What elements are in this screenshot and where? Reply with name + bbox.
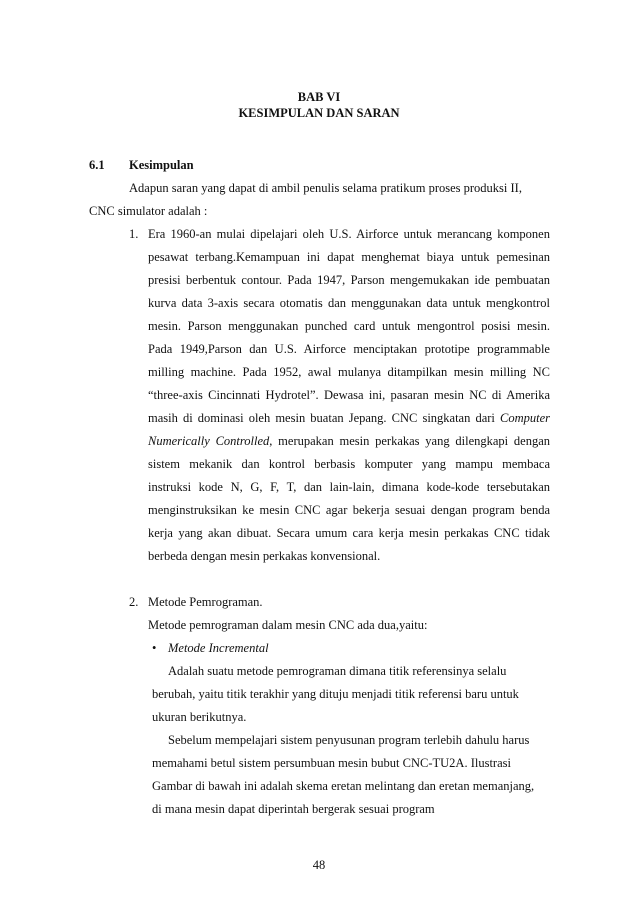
item1-line: menginstruksikan ke mesin CNC agar bekerja sesuai dengan program benda bbox=[148, 503, 550, 517]
item1-line9-text: masih di dominasi oleh mesin buatan Jepang. CNC singkatan dari bbox=[148, 411, 500, 425]
bullet-title: Metode Incremental bbox=[168, 641, 269, 655]
item1-line: sistem mekanik dan kontrol berbasis komputer yang mampu membaca bbox=[148, 457, 550, 471]
item2-intro: Metode pemrograman dalam mesin CNC ada dua,yaitu: bbox=[148, 618, 428, 632]
section-title: Kesimpulan bbox=[129, 158, 194, 172]
page-number: 48 bbox=[312, 858, 326, 872]
para2-line: Sebelum mempelajari sistem penyusunan program terlebih dahulu harus bbox=[168, 733, 530, 747]
item1-line: Pada 1949,Parson dan U.S. Airforce menciptakan prototipe programmable bbox=[148, 342, 550, 356]
item1-line-mixed bbox=[148, 410, 550, 426]
section-number: 6.1 bbox=[89, 158, 105, 172]
item1-line: kurva data 3-axis secara otomatis dan menggunakan data untuk mengkontrol bbox=[148, 296, 550, 310]
para1-line: Adalah suatu metode pemrograman dimana titik referensinya selalu bbox=[168, 664, 507, 678]
item1-line-mixed bbox=[148, 433, 550, 449]
item1-line: milling machine. Pada 1952, awal mulanya ditampilkan mesin milling NC bbox=[148, 365, 550, 379]
item1-line: instruksi kode N, G, F, T, dan lain-lain, dimana kode-kode tersebutakan bbox=[148, 480, 550, 494]
item1-line: pesawat terbang.Kemampuan ini dapat menghemat biaya untuk pemesinan bbox=[148, 250, 550, 264]
item1-line: Era 1960-an mulai dipelajari oleh U.S. Airforce untuk merancang komponen bbox=[148, 227, 550, 241]
item1-line: presisi berbentuk contour. Pada 1947, Parson mengemukakan ide pembuatan bbox=[148, 273, 550, 287]
bullet-icon: • bbox=[152, 641, 157, 655]
para2-line: di mana mesin dapat diperintah bergerak sesuai program bbox=[152, 802, 435, 816]
para1-line: berubah, yaitu titik terakhir yang dituju menjadi titik referensi baru untuk bbox=[152, 687, 519, 701]
item1-line10-text: , merupakan mesin perkakas yang dilengkapi dengan bbox=[269, 434, 551, 448]
para1-line: ukuran berikutnya. bbox=[152, 710, 247, 724]
item1-number: 1. bbox=[129, 227, 139, 241]
intro-line-2: CNC simulator adalah : bbox=[89, 204, 208, 218]
para2-line: memahami betul sistem persumbuan mesin bubut CNC-TU2A. Ilustrasi bbox=[152, 756, 511, 770]
item1-last-line: berbeda dengan mesin perkakas konvensional. bbox=[148, 549, 381, 563]
item1-line10-italic: Numerically Controlled bbox=[148, 434, 270, 448]
item1-line: mesin. Parson menggunakan punched card untuk mengontrol posisi mesin. bbox=[148, 319, 550, 333]
item1-line: kerja yang akan dibuat. Secara umum cara kerja mesin perkakas CNC tidak bbox=[148, 526, 550, 540]
item2-title: Metode Pemrograman. bbox=[148, 595, 263, 609]
intro-line-1: Adapun saran yang dapat di ambil penulis selama pratikum proses produksi II, bbox=[129, 181, 522, 195]
chapter-title: KESIMPULAN DAN SARAN bbox=[238, 106, 400, 120]
item1-line9-italic: Computer bbox=[500, 411, 550, 425]
chapter-heading: BAB VI bbox=[297, 90, 341, 104]
item1-line: “three-axis Cincinnati Hydrotel”. Dewasa ini, pasaran mesin NC di Amerika bbox=[148, 388, 550, 402]
item2-number: 2. bbox=[129, 595, 139, 609]
para2-line: Gambar di bawah ini adalah skema eretan melintang dan eretan memanjang, bbox=[152, 779, 535, 793]
